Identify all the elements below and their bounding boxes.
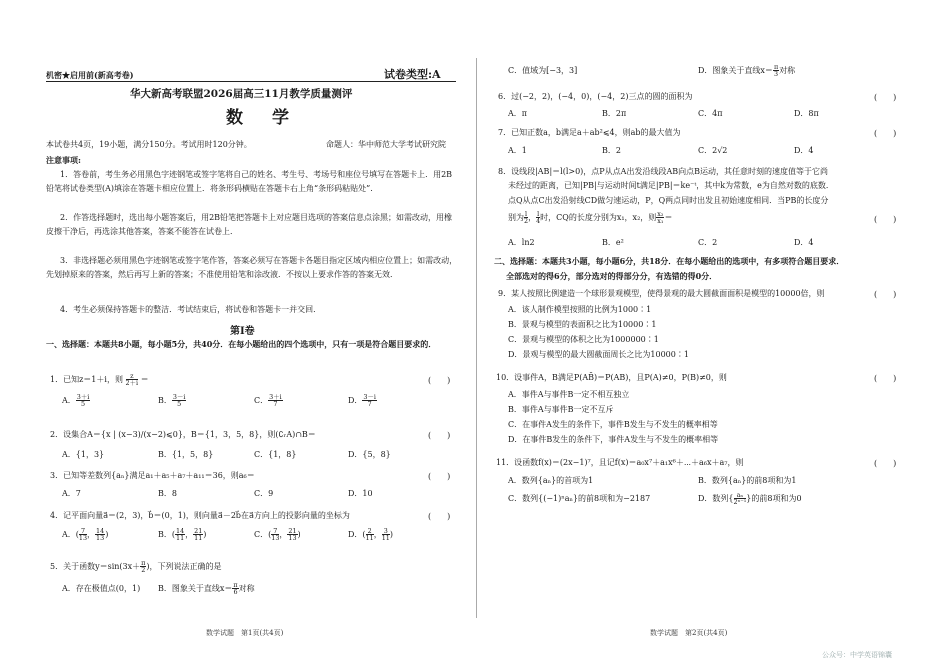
q1-option-b: B． $\frac{3-i}{5}$ (158, 393, 186, 409)
q7-answer-paren: ( ) (874, 129, 897, 138)
watermark: 公众号：中学英语锦囊 (822, 651, 892, 659)
q10-option-a: A．事件A与事件B一定不相互独立 (508, 390, 630, 399)
q8-answer-paren: ( ) (874, 215, 897, 224)
page-2 (478, 0, 950, 672)
secret-label: 机密★启用前(新高考卷) (46, 70, 134, 80)
q5-option-c: C．值域为[−3，3] (508, 66, 578, 75)
notice-title: 注意事项: (46, 155, 81, 165)
q4-option-b: B．( $\frac{14}{11}$ ， $\frac{21}{11}$ ) (158, 527, 207, 543)
notice-item-2: 2．作答选择题时，选出每小题答案后，用2B铅笔把答题卡上对应题目选项的答案信息点涂黑；如需改动，用橡皮擦干净后，再选涂其他答案，答案不能答在试卷上． (46, 213, 453, 236)
q3-option-b: B．8 (158, 489, 177, 498)
page-divider (476, 58, 477, 618)
q10-option-c: C．在事件A发生的条件下，事件B发生与不发生的概率相等 (508, 420, 718, 429)
q4-option-d: D．( $\frac{2}{11}$ ， $\frac{3}{11}$ ) (348, 527, 393, 543)
q7-option-d: D．4 (794, 146, 814, 155)
exam-title: 华大新高考联盟2026届高三11月教学质量测评 (130, 88, 353, 100)
q3-option-d: D．10 (348, 489, 373, 498)
q4-stem: 4．记平面向量a⃗＝(2，3)，b⃗＝(0，1)，则向量a⃗－2b⃗在a⃗方向上的投影向量的坐标为 (50, 511, 350, 520)
q6-stem: 6．过(−2，2)，(−4，0)，(−4，2)三点的圆的面积为 (498, 92, 693, 101)
q10-option-b: B．事件A与事件B一定不互斥 (508, 405, 614, 414)
q8-option-b: B．e² (602, 238, 624, 247)
q6-option-c: C．4π (698, 109, 723, 118)
subject-title: 数 学 (226, 108, 295, 128)
footer-page-2: 数学试题 第2页(共4页) (650, 629, 728, 637)
q8-line-4: 别为 $\frac{l}{2}$ ， $\frac{l}{4}$ 时，CQ的长度分别为x₁，x₂，则 $\frac{\text{x₂}}{\text{x₁}}$ ＝ (508, 210, 673, 226)
q9-answer-paren: ( ) (874, 290, 897, 299)
q9-stem: 9．某人按照比例建造一个球形景观模型，使得景观的最大圆截面面积是模型的10000倍，则 (498, 289, 825, 298)
q8-line-3: 点Q从点C出发沿射线CD做匀速运动，P，Q两点同时出发且初始速度相同．当PB的长度分 (508, 196, 829, 205)
q9-option-b: B．景观与模型的表面积之比为10000∶1 (508, 320, 657, 329)
q10-stem: 10．设事件A，B满足P(AB̄)＝P(AB)，且P(A)≠0，P(B)≠0，则 (496, 373, 727, 382)
q11-option-d: D．数列{ $\frac{\text{aₙ}}{\text{2ⁿ⁻¹}}$ }的前8项和为0 (698, 491, 802, 507)
q3-option-c: C．9 (254, 489, 274, 498)
q4-option-a: A．( $\frac{7}{13}$ ， $\frac{14}{13}$ ) (62, 527, 109, 543)
q1-answer-paren: ( ) (428, 376, 451, 385)
q10-option-d: D．在事件B发生的条件下，事件A发生与不发生的概率相等 (508, 435, 719, 444)
footer-page-1: 数学试题 第1页(共4页) (206, 629, 284, 637)
section2-heading-line2: 全部选对的得6分，部分选对的得部分分，有选错的得0分． (506, 271, 718, 281)
q7-option-c: C．2√2 (698, 146, 728, 155)
q3-stem: 3．已知等差数列{aₙ}满足a₁＋a₅＋a₇＋a₁₁＝36，则a₆＝ (50, 471, 255, 480)
q2-option-d: D．{5，8} (348, 450, 391, 459)
q5-option-b: B．图象关于直线x＝ $\frac{\pi}{6}$ 对称 (158, 581, 255, 597)
setter-info: 命题人：华中师范大学考试研究院 (326, 140, 446, 149)
q1-option-c: C． $\frac{3+i}{7}$ (254, 393, 282, 409)
q10-answer-paren: ( ) (874, 374, 897, 383)
q6-option-b: B．2π (602, 109, 627, 118)
paper-type: 试卷类型:A (384, 68, 441, 81)
q11-stem: 11．设函数f(x)＝(2x−1)⁷，且记f(x)＝a₀x⁷＋a₁x⁶＋⋯＋a₆x＋a₇，则 (496, 458, 744, 467)
volume-title: 第Ⅰ卷 (230, 326, 255, 337)
q4-option-c: C．( $\frac{7}{13}$ ， $\frac{21}{13}$ ) (254, 527, 301, 543)
q1-option-d: D． $\frac{3-i}{7}$ (348, 393, 376, 409)
header-rule (46, 81, 456, 82)
q11-answer-paren: ( ) (874, 459, 897, 468)
q9-option-c: C．景观与模型的体积之比为1000000∶1 (508, 335, 659, 344)
q7-stem: 7．已知正数a，b满足a＋ab²⩽4，则ab的最大值为 (498, 128, 681, 137)
q11-option-b: B．数列{aₙ}的前8项和为1 (698, 476, 797, 485)
q8-option-c: C．2 (698, 238, 718, 247)
q3-option-a: A．7 (62, 489, 81, 498)
q2-answer-paren: ( ) (428, 431, 451, 440)
q6-answer-paren: ( ) (874, 93, 897, 102)
notice-item-1: 1．答卷前，考生务必用黑色字迹钢笔或签字笔将自己的姓名、考生号、考场号和座位号填写在答题卡上．用2B铅笔将试卷类型(A)填涂在答题卡相应位置上．将条形码横贴在答题卡右上角“条形码粘贴处”. (46, 170, 453, 193)
q6-option-d: D．8π (794, 109, 819, 118)
q5-stem: 5．关于函数y＝sin(3x＋ $\frac{\pi}{2}$ )，下列说法正确的是 (50, 559, 222, 575)
q7-option-b: B．2 (602, 146, 621, 155)
q3-answer-paren: ( ) (428, 472, 451, 481)
q1-option-a: A． $\frac{3+i}{5}$ (62, 393, 90, 409)
q11-option-a: A．数列{aₙ}的首项为1 (508, 476, 594, 485)
q8-option-d: D．4 (794, 238, 814, 247)
notice-item-4: 4．考生必须保持答题卡的整洁．考试结束后，将试卷和答题卡一并交回． (60, 305, 322, 314)
q6-option-a: A．π (508, 109, 528, 118)
q8-option-a: A．ln2 (508, 238, 535, 247)
q8-line-1: 8．设线段|AB|＝l(l>0)，点P从点A出发沿线段AB向点B运动，其任意时刻的速度值等于它尚 (498, 167, 828, 176)
notice-item-3: 3．非选择题必须用黑色字迹钢笔或签字笔作答，答案必须写在答题卡各题目指定区域内相应位置上；如需改动，先划掉原来的答案，然后再写上新的答案；不准使用铅笔和涂改液．不按以上要求作答的答案无效． (46, 256, 458, 279)
q2-option-b: B．{1，5，8} (158, 450, 214, 459)
section1-heading: 一、选择题：本题共8小题，每小题5分，共40分．在每小题给出的四个选项中，只有一项是符合题目要求的． (46, 339, 437, 349)
q4-answer-paren: ( ) (428, 512, 451, 521)
q5-option-a: A．存在极值点(0，1) (62, 584, 141, 593)
q11-option-c: C．数列{(−1)ⁿaₙ}的前8项和为−2187 (508, 494, 651, 503)
q2-option-c: C．{1，8} (254, 450, 297, 459)
q2-option-a: A．{1，3} (62, 450, 105, 459)
q7-option-a: A．1 (508, 146, 527, 155)
q2-stem: 2．设集合A＝{x | (x−3)/(x−2)⩽0}，B＝{1，3，5，8}，则(∁ᵣA)∩B＝ (50, 430, 316, 439)
q1-stem: 1．已知z＝1＋i，则 $\frac{z}{2+i}$ ＝ (50, 372, 149, 388)
q5-option-d: D．图象关于直线x＝ $\frac{\pi}{3}$ 对称 (698, 63, 796, 79)
exam-info: 本试卷共4页，19小题，满分150分。考试用时120分钟。 (46, 140, 252, 149)
q9-option-a: A．该人制作模型按照的比例为1000∶1 (508, 305, 652, 314)
section2-heading: 二、选择题：本题共3小题，每小题6分，共18分．在每小题给出的选项中，有多项符合题目要求． (494, 256, 845, 266)
q8-line-2: 未经过的距离，已知|PB|与运动时间t满足|PB|＝ke⁻ᵗ，其中k为常数，e为自然对数的底数． (508, 181, 834, 190)
q9-option-d: D．景观与模型的最大圆截面周长之比为10000∶1 (508, 350, 689, 359)
